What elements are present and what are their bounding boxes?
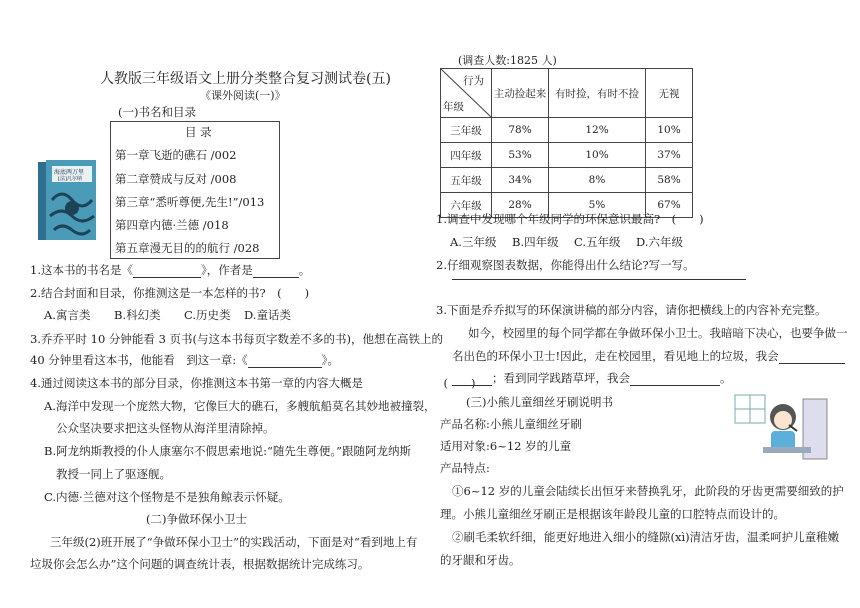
section-heading-3: (三)小熊儿童细丝牙刷说明书	[466, 395, 613, 409]
book-cover-author: [法]凡尔纳	[58, 176, 82, 182]
option[interactable]: A.寓言类	[44, 308, 91, 322]
toc-heading: 目 录	[185, 125, 212, 139]
column-header: 有时捡，有时不捡	[549, 69, 646, 118]
option[interactable]: A.三年级	[450, 235, 497, 249]
intro-line-1: 三年级(2)班开展了“争做环保小卫士”的实践活动，下面是对“看到地上有	[50, 535, 418, 549]
book-cover-image	[38, 160, 98, 240]
toc-item: 第三章“悉听尊便,先生!”/013	[115, 195, 265, 209]
question-1-text-b: 》，作者是	[200, 263, 253, 277]
toc-item: 第四章内德·兰德 /018	[115, 218, 229, 232]
value-cell: 10%	[549, 143, 646, 168]
option-a-line-1[interactable]: A.海洋中发现一个庞然大物，它像巨大的礁石，多艘航船莫名其妙地被撞裂，	[44, 399, 436, 413]
grade-cell: 四年级	[441, 143, 492, 168]
answer-blank[interactable]	[248, 355, 322, 368]
value-cell: 5%	[549, 193, 646, 218]
question-1	[30, 262, 310, 278]
answer-blank[interactable]	[452, 373, 492, 386]
book-cover-title: 海底两万里	[54, 169, 85, 176]
answer-line[interactable]	[452, 279, 746, 280]
speech-text: 。	[720, 371, 732, 385]
feature-2-line-2: 的牙龈和牙齿。	[440, 553, 521, 567]
speech-line-1: 如今，校园里的每个同学都在争做环保小卫士。我暗暗下决心，也要争做一	[468, 326, 848, 340]
option[interactable]: C.五年级	[574, 235, 621, 249]
speech-line-3	[452, 370, 732, 386]
value-cell: 58%	[646, 168, 693, 193]
table-of-contents	[110, 121, 280, 259]
value-cell: 53%	[492, 143, 549, 168]
speech-line-2	[452, 348, 845, 364]
column-header: 主动捡起来	[492, 69, 549, 118]
value-cell: 67%	[646, 193, 693, 218]
grade-cell: 三年级	[441, 118, 492, 143]
right-question-3: 3.下面是乔乔拟写的环保演讲稿的部分内容，请你把横线上的内容补充完整。	[436, 303, 827, 317]
grade-cell: 六年级	[441, 193, 492, 218]
option-c[interactable]: C.内德·兰德对这个怪物是不是独角鲸表示怀疑。	[44, 490, 290, 504]
table-row	[441, 118, 693, 143]
answer-blank[interactable]	[133, 265, 201, 278]
answer-blank[interactable]	[630, 373, 720, 386]
option-b-line-2: 教授一同上了驱逐舰。	[56, 467, 171, 481]
feature-1-line-2: 理。小熊儿童细丝牙刷正是根据该年龄段儿童的口腔特点而设计的。	[440, 507, 785, 521]
survey-count: (调查人数:1825 人)	[458, 54, 557, 67]
corner-bottom-label: 年级	[443, 101, 464, 113]
option[interactable]: D.童话类	[244, 308, 291, 322]
value-cell: 78%	[492, 118, 549, 143]
right-question-2: 2.仔细观察图表数据，你能得出什么结论?写一写。	[436, 258, 695, 272]
value-cell: 28%	[492, 193, 549, 218]
page-subtitle: 《课外阅读(一)》	[200, 89, 286, 102]
girl-brushing-teeth-image	[733, 393, 829, 465]
table-header-row	[441, 69, 693, 118]
option-b-line-1[interactable]: B.阿龙纳斯教授的仆人康塞尔不假思索地说:“随先生尊便。”跟随阿龙纳斯	[44, 444, 411, 458]
value-cell: 12%	[549, 118, 646, 143]
survey-table	[440, 68, 693, 218]
toc-item: 第一章飞逝的礁石 /002	[115, 148, 237, 162]
option[interactable]: B.科幻类	[114, 308, 161, 322]
toc-item: 第二章赞成与反对 /008	[115, 172, 237, 186]
table-row	[441, 168, 693, 193]
grade-cell: 五年级	[441, 168, 492, 193]
value-cell: 10%	[646, 118, 693, 143]
question-3-text: 40 分钟里看这本书，他能看 到这一章:《	[30, 353, 248, 367]
option[interactable]: B.四年级	[512, 235, 559, 249]
product-target: 适用对象:6~12 岁的儿童	[440, 439, 572, 453]
option[interactable]: D.六年级	[636, 235, 683, 249]
section-heading-2: (二)争做环保小卫士	[146, 512, 247, 526]
section-heading-1: (一)书名和目录	[118, 105, 196, 119]
answer-blank[interactable]	[253, 265, 299, 278]
corner-top-label: 行为	[463, 75, 484, 87]
question-1-text: 1.这本书的书名是《	[30, 263, 133, 277]
table-row	[441, 143, 693, 168]
feature-2-line-1: ②刷毛柔软纤细，能更好地进入细小的缝隙(xì)清洁牙齿，温柔呵护儿童稚嫩	[452, 530, 840, 544]
question-3-text-b: 》。	[321, 353, 339, 367]
value-cell: 37%	[646, 143, 693, 168]
right-question-1: 1.调查中发现哪个年级同学的环保意识最高? ( )	[436, 212, 704, 226]
page-title: 人教版三年级语文上册分类整合复习测试卷(五)	[100, 71, 391, 87]
option[interactable]: C.历史类	[184, 308, 231, 322]
question-4: 4.通过阅读这本书的部分目录，你推测这本书第一章的内容大概是 ( )	[30, 376, 476, 390]
product-name: 产品名称:小熊儿童细丝牙刷	[440, 417, 582, 431]
value-cell: 8%	[549, 168, 646, 193]
product-features-label: 产品特点:	[440, 461, 490, 475]
table-corner-cell	[441, 69, 492, 118]
option-a-line-2: 公众坚决要求把这头怪物从海洋里清除掉。	[56, 421, 275, 435]
value-cell: 34%	[492, 168, 549, 193]
toc-item: 第五章漫无目的的航行 /028	[115, 241, 260, 255]
question-2: 2.结合封面和目录，你推测这是一本怎样的书? ( )	[30, 286, 310, 300]
answer-blank[interactable]	[779, 351, 845, 364]
question-3-line-2	[30, 352, 339, 368]
question-1-text-c: 。	[298, 263, 311, 277]
intro-line-2: 垃圾你会怎么办”这个问题的调查统计表，根据数据统计完成练习。	[30, 557, 370, 571]
speech-text: 名出色的环保小卫士!因此，走在校园里，看见地上的垃圾，我会	[452, 349, 779, 363]
feature-1-line-1: ①6~12 岁的儿童会陆续长出恒牙来替换乳牙，此阶段的牙齿更需要细致的护	[452, 484, 844, 498]
column-header: 无视	[646, 69, 693, 118]
speech-text: ；看到同学践踏草坪，我会	[492, 371, 630, 385]
question-3-line-1: 3.乔乔平时 10 分钟能看 3 页书(与这本书每页字数差不多的书)，他想在高铁上的	[30, 332, 444, 346]
